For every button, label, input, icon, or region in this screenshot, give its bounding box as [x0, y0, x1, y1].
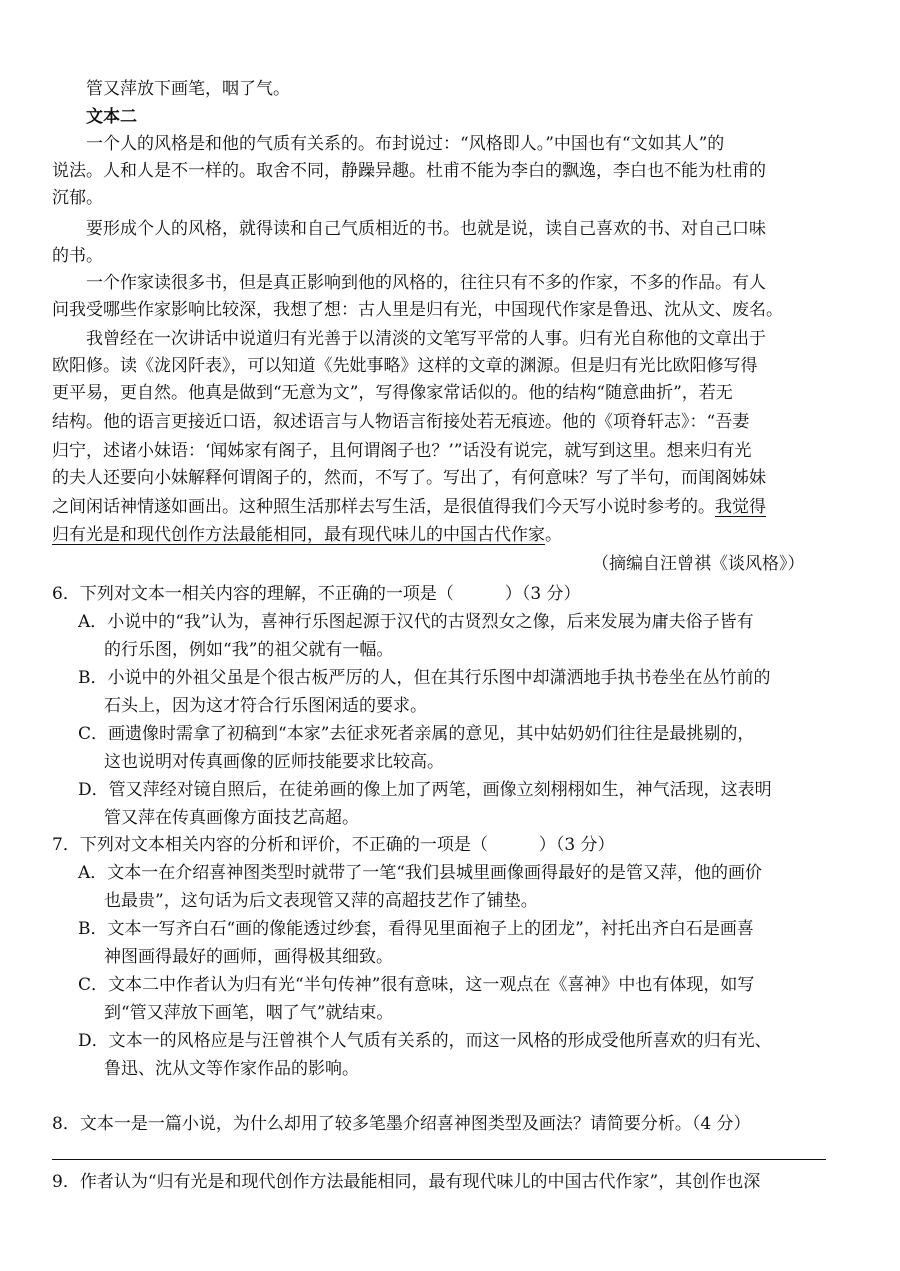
text2-p4-line5: 归宁，述诸小妹语：‘闻姊家有阁子，且何谓阁子也？’”话没有说完，就写到这里。想来归有光: [52, 441, 752, 461]
q6-option-c-line1: C．画遗像时需拿了初稿到“本家”去征求死者亲属的意见，其中姑奶奶们往往是最挑剔的，: [78, 724, 755, 744]
underlined-phrase: 归有光是和现代创作方法最能相同，最有现代味儿的中国古代作家: [52, 525, 545, 545]
text2-p4-line7: [52, 495, 766, 519]
q7-option-a-line1: A．文本一在介绍喜神图类型时就带了一笔“我们县城里画像画得最好的是管又萍，他的画价: [78, 863, 762, 883]
q6-option-b-line2: 石头上，因为这才符合行乐图闲适的要求。: [104, 696, 427, 716]
text2-heading: 文本二: [86, 107, 137, 127]
text2-p1-line1: 一个人的风格是和他的气质有关系的。布封说过：“风格即人。”中国也有“文如其人”的: [86, 134, 725, 154]
text2-p3-line2: 问我受哪些作家影响比较深，我想了想：古人里是归有光，中国现代作家是鲁迅、沈从文、废名。: [52, 300, 783, 320]
q7-option-c-line2: 到“管又萍放下画笔，咽了气”就结束。: [104, 1003, 394, 1023]
text2-p4-line2: 欧阳修。读《泷冈阡表》，可以知道《先妣事略》这样的文章的渊源。但是归有光比欧阳修写得: [52, 356, 758, 376]
q7-option-b-line1: B．文本一写齐白石“画的像能透过纱套，看得见里面袍子上的团龙”，衬托出齐白石是画喜: [78, 919, 754, 939]
text2-source: （摘编自汪曾祺《谈风格》）: [592, 554, 805, 574]
q7-option-d-line2: 鲁迅、沈从文等作家作品的影响。: [104, 1059, 359, 1079]
text2-p2-line2: 的书。: [52, 246, 103, 266]
text2-p1-line2: 说法。人和人是不一样的。取舍不同，静躁异趣。杜甫不能为李白的飘逸，李白也不能为杜甫的: [52, 161, 766, 181]
text2-p4-line8: [52, 523, 562, 547]
text2-p4-line1: 我曾经在一次讲话中说道归有光善于以清淡的文笔写平常的人事。归有光自称他的文章出于: [86, 329, 766, 349]
q7-option-c-line1: C．文本二中作者认为归有光“半句传神”很有意味，这一观点在《喜神》中也有体现，如写: [78, 975, 755, 995]
q6-option-d-line1: D．管又萍经对镜自照后，在徒弟画的像上加了两笔，画像立刻栩栩如生，神气活现，这表明: [78, 780, 772, 800]
underlined-phrase-start: 我觉得: [715, 497, 766, 517]
q7-option-b-line2: 神图画得最好的画师，画得极其细致。: [104, 947, 393, 967]
text2-p4-line7-text: 之间闲话神情遂如画出。这种照生活那样去写生活，是很值得我们今天写小说时参考的。: [52, 497, 715, 517]
text2-p3-line1: 一个作家读很多书，但是真正影响到他的风格的，往往只有不多的作家，不多的作品。有人: [86, 273, 766, 293]
text1-ending-line: 管又萍放下画笔，咽了气。: [86, 79, 290, 99]
answer-divider: [52, 1159, 826, 1160]
q6-option-a-line2: 的行乐图，例如“我”的祖父就有一幅。: [104, 640, 394, 660]
q7-option-d-line1: D．文本一的风格应是与汪曾祺个人气质有关系的，而这一风格的形成受他所喜欢的归有光、: [78, 1031, 772, 1051]
q6-stem: 6．下列对文本一相关内容的理解，不正确的一项是（ ）（3 分）: [52, 584, 581, 604]
text2-p4-line3: 更平易，更自然。他真是做到“无意为文”，写得像家常话似的。他的结构“随意曲折”，若无: [52, 383, 733, 403]
text2-p4-period: 。: [545, 525, 562, 545]
q6-option-b-line1: B．小说中的外祖父虽是个很古板严厉的人，但在其行乐图中却潇洒地手执书卷坐在丛竹前的: [78, 668, 771, 688]
q6-option-a-line1: A．小说中的“我”认为，喜神行乐图起源于汉代的古贤烈女之像，后来发展为庸夫俗子皆有: [78, 612, 754, 632]
q6-option-c-line2: 这也说明对传真画像的匠师技能要求比较高。: [104, 752, 444, 772]
q6-option-d-line2: 管又萍在传真画像方面技艺高超。: [104, 808, 359, 828]
q7-option-a-line2: 也最贵”，这句话为后文表现管又萍的高超技艺作了铺垫。: [104, 891, 538, 911]
q8-stem: 8．文本一是一篇小说，为什么却用了较多笔墨介绍喜神图类型及画法？请简要分析。（4 分）: [52, 1114, 751, 1134]
text2-p4-line6: 的夫人还要向小妹解释何谓阁子的，然而，不写了。写出了，有何意味？写了半句，而闺阁姊妹: [52, 468, 766, 488]
text2-p1-line3: 沉郁。: [52, 188, 103, 208]
q9-stem: 9．作者认为“归有光是和现代创作方法最能相同，最有现代味儿的中国古代作家”，其创作也深: [52, 1172, 761, 1192]
text2-p2-line1: 要形成个人的风格，就得读和自己气质相近的书。也就是说，读自己喜欢的书、对自己口味: [86, 219, 766, 239]
q7-stem: 7．下列对文本相关内容的分析和评价，不正确的一项是（ ）（3 分）: [52, 835, 615, 855]
text2-p4-line4: 结构。他的语言更接近口语，叙述语言与人物语言衔接处若无痕迹。他的《项脊轩志》：“吾妻: [52, 412, 750, 432]
